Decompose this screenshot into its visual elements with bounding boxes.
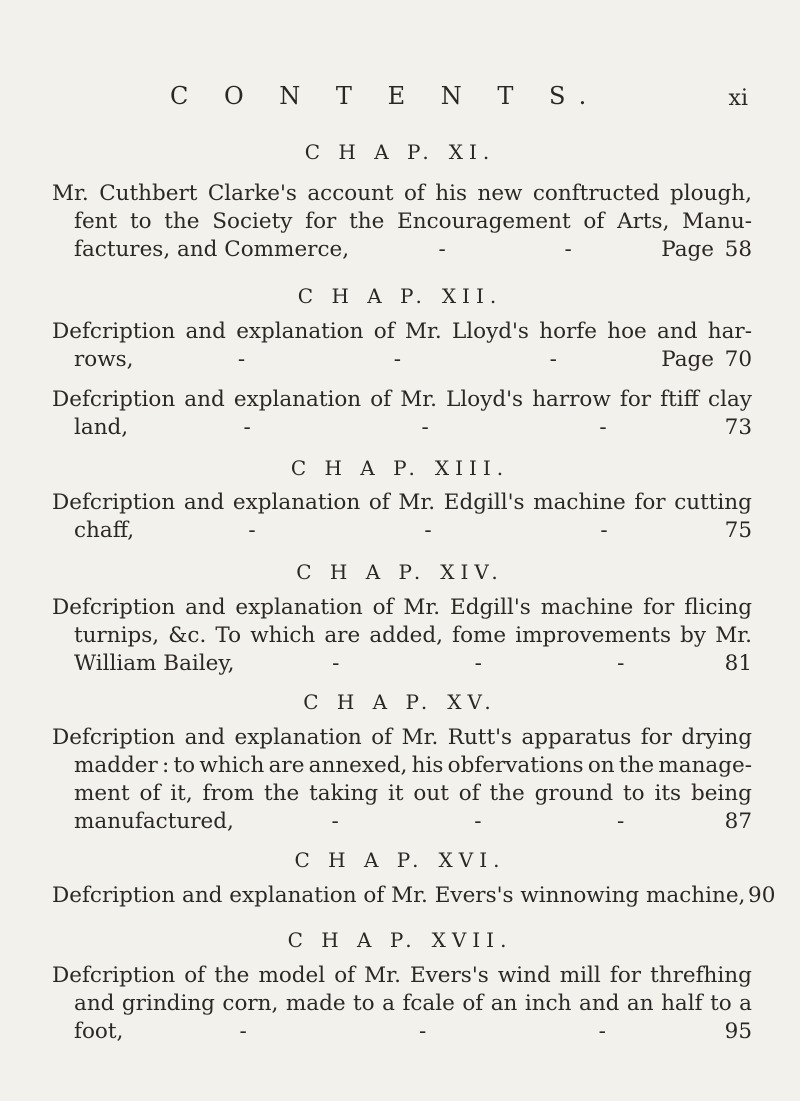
- entry-page-number: 95: [724, 1019, 752, 1044]
- page-label: Page: [661, 347, 714, 372]
- entry-line: fent to the Society for the Encouragement of Arts, Manu-: [74, 209, 752, 234]
- chapter-heading-xv: C H A P. XV.: [303, 690, 497, 714]
- entry-line: manufactured, - - - 87: [74, 809, 752, 834]
- page-header: [170, 82, 730, 110]
- contents-entry-xii-a: [52, 318, 752, 374]
- entry-line: William Bailey, - - - 81: [74, 651, 752, 676]
- entry-line: factures, and Commerce, - - Page 58: [74, 237, 752, 262]
- chapter-heading-xiii: C H A P. XIII.: [290, 456, 510, 480]
- entry-line: chaff, - - - 75: [74, 518, 752, 543]
- contents-entry-xi: [52, 180, 752, 264]
- contents-entry-xvi: [52, 882, 776, 910]
- contents-entry-xiii: [52, 489, 752, 545]
- contents-title: C O N T E N T S.: [170, 82, 601, 110]
- contents-entry-xiv: [52, 594, 752, 678]
- chapter-heading-xvi: C H A P. XVI.: [294, 848, 506, 872]
- dot-leaders: - - -: [237, 347, 557, 372]
- entry-line: Defcription of the model of Mr. Evers's wind mill for threfhing: [52, 963, 752, 988]
- contents-entry-xii-b: [52, 386, 752, 442]
- entry-page-number: 87: [724, 809, 752, 834]
- entry-line: Defcription and explanation of Mr. Edgill's machine for flicing: [52, 595, 752, 620]
- chapter-heading-xvii: C H A P. XVII.: [287, 928, 513, 952]
- page-label: Page: [661, 237, 714, 262]
- dot-leaders: - -: [438, 237, 572, 262]
- entry-page-number: 90: [748, 883, 776, 908]
- dot-leaders: - - -: [248, 518, 608, 543]
- entry-line: madder : to which are annexed, his obfervations on the manage-: [74, 753, 752, 778]
- entry-line: Defcription and explanation of Mr. Lloyd's harrow for ftiff clay: [52, 387, 752, 412]
- entry-line: Defcription and explanation of Mr. Rutt's apparatus for drying: [52, 725, 752, 750]
- entry-line: Defcription and explanation of Mr. Lloyd's horfe hoe and har-: [52, 319, 752, 344]
- entry-page-number: 58: [724, 237, 752, 262]
- contents-entry-xvii: [52, 962, 752, 1046]
- dot-leaders: - - -: [331, 809, 625, 834]
- entry-line: turnips, &c. To which are added, fome improvements by Mr.: [74, 623, 752, 648]
- entry-page-number: 70: [724, 347, 752, 372]
- contents-entry-xv: [52, 724, 752, 836]
- chapter-heading-xii: C H A P. XII.: [297, 284, 503, 308]
- page-number: xi: [728, 86, 748, 111]
- dot-leaders: - - -: [243, 415, 607, 440]
- entry-page-number: 73: [724, 415, 752, 440]
- entry-line: Defcription and explanation of Mr. Edgill's machine for cutting: [52, 490, 752, 515]
- entry-page-number: 75: [724, 518, 752, 543]
- entry-line: rows, - - - Page 70: [74, 347, 752, 372]
- chapter-heading-xi: C H A P. XI.: [304, 140, 496, 164]
- entry-line: foot, - - - 95: [74, 1019, 752, 1044]
- entry-line: Mr. Cuthbert Clarke's account of his new conftructed plough,: [52, 181, 752, 206]
- chapter-heading-xiv: C H A P. XIV.: [296, 560, 504, 584]
- entry-line: land, - - - 73: [74, 415, 752, 440]
- entry-line: and grinding corn, made to a fcale of an inch and an half to a: [74, 991, 752, 1016]
- dot-leaders: - - -: [332, 651, 625, 676]
- dot-leaders: - - -: [239, 1019, 606, 1044]
- entry-line: ment of it, from the taking it out of the ground to its being: [74, 781, 752, 806]
- entry-page-number: 81: [724, 651, 752, 676]
- entry-line: Defcription and explanation of Mr. Evers's winnowing machine, 90: [52, 883, 776, 908]
